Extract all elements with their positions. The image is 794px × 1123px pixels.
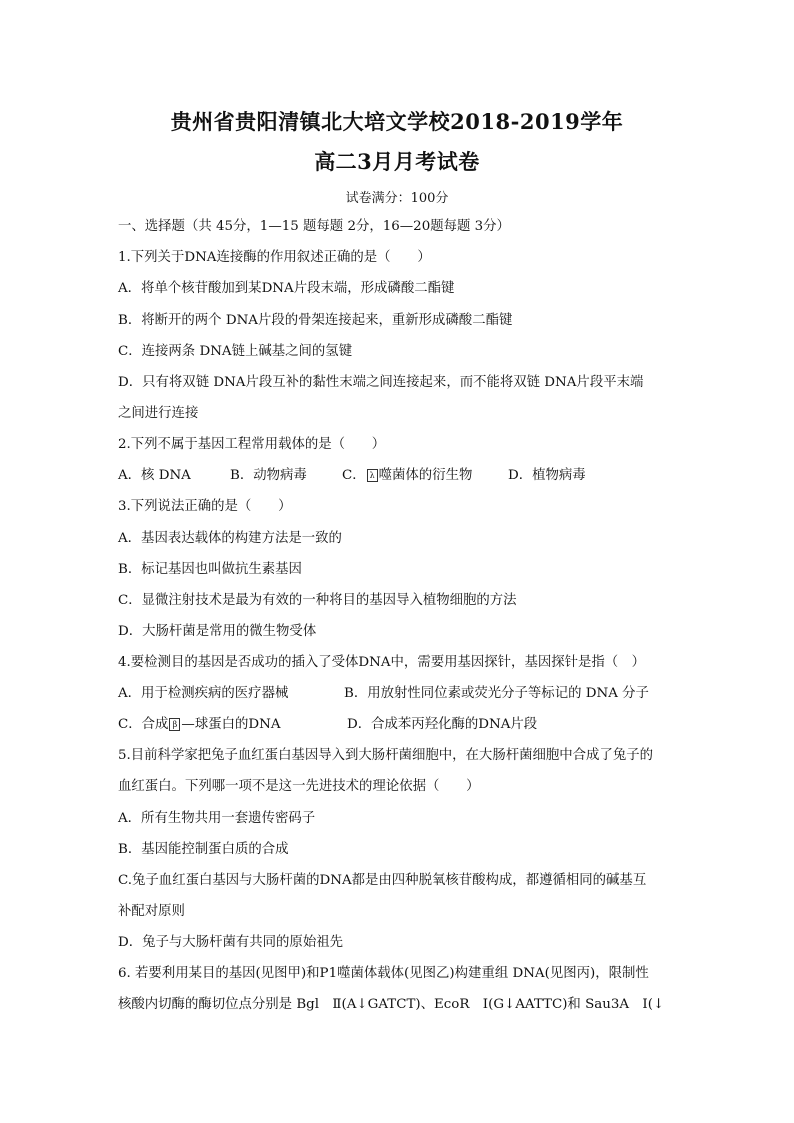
q2-option-c (342, 467, 508, 485)
q1-option-b: B．将断开的两个 DNA片段的骨架连接起来，重新形成磷酸二酯键 (118, 313, 513, 328)
q3-option-c: C．显微注射技术是最为有效的一种将目的基因导入植物细胞的方法 (118, 593, 517, 608)
q4-option-d: D．合成苯丙羟化酶的DNA片段 (347, 717, 538, 732)
q5-option-c-line2: 补配对原则 (118, 904, 185, 919)
q3-option-d: D．大肠杆菌是常用的微生物受体 (118, 624, 317, 639)
q5-option-d: D．兔子与大肠杆菌有共同的原始祖先 (118, 935, 343, 950)
missing-glyph-icon: λ (367, 469, 378, 482)
q5-stem-line2: 血红蛋白。下列哪一项不是这一先进技术的理论依据（ ） (118, 779, 480, 794)
q2-option-d: D．植物病毒 (508, 468, 586, 483)
q5-option-b: B．基因能控制蛋白质的合成 (118, 842, 289, 857)
q1-option-c: C．连接两条 DNA链上碱基之间的氢键 (118, 344, 353, 359)
q3-stem: 3.下列说法正确的是（ ） (118, 499, 292, 514)
section-heading: 一、选择题（共 45分，1—15 题每题 2分，16—20题每题 3分） (118, 219, 510, 234)
q6-stem-line1: 6. 若要利用某目的基因(见图甲)和P1噬菌体载体(见图乙)构建重组 DNA(见图丙)，限制性 (118, 966, 649, 981)
q4-options-row2 (118, 716, 537, 734)
q4-stem: 4.要检测目的基因是否成功的插入了受体DNA中，需要用基因探针，基因探针是指（ ） (118, 655, 645, 670)
q1-option-d-line2: 之间进行连接 (118, 406, 199, 421)
q3-option-a: A．基因表达载体的构建方法是一致的 (118, 531, 342, 546)
q2-option-c-text: 噬菌体的衍生物 (378, 468, 473, 483)
q4-option-a: A．用于检测疾病的医疗器械 (118, 686, 289, 701)
q2-option-b: B．动物病毒 (230, 468, 307, 483)
q1-stem: 1.下列关于DNA连接酶的作用叙述正确的是（ ） (118, 250, 431, 265)
q5-option-c-line1: C.兔子血红蛋白基因与大肠杆菌的DNA都是由四种脱氧核苷酸构成，都遵循相同的碱基互 (118, 873, 647, 888)
q5-stem-line1: 5.目前科学家把兔子血红蛋白基因导入到大肠杆菌细胞中，在大肠杆菌细胞中合成了兔子的 (118, 748, 654, 763)
q2-options (118, 467, 586, 485)
exam-title-line1: 贵州省贵阳清镇北大培文学校2018-2019学年 (170, 109, 624, 134)
q2-option-c-prefix: C． (342, 468, 366, 483)
q6-stem-line2: 核酸内切酶的酶切位点分别是 Bgl Ⅱ(A↓GATCT)、EcoR Ⅰ(G↓AATTC)和 Sau3A Ⅰ(↓ (118, 997, 665, 1012)
q3-option-b: B．标记基因也叫做抗生素基因 (118, 562, 302, 577)
exam-title-line2: 高二3月月考试卷 (314, 149, 480, 174)
q4-option-b: B．用放射性同位素或荧光分子等标记的 DNA 分子 (344, 686, 649, 701)
q2-stem: 2.下列不属于基因工程常用载体的是（ ） (118, 437, 386, 452)
missing-glyph-icon: β (169, 718, 180, 731)
q4-options-row1 (118, 685, 649, 703)
q1-option-a: A．将单个核苷酸加到某DNA片段末端，形成磷酸二酯键 (118, 281, 455, 296)
q4-option-c-prefix: C．合成 (118, 717, 169, 732)
q2-option-a: A．核 DNA (118, 468, 191, 483)
q4-option-c (118, 716, 347, 734)
q4-option-c-text: —球蛋白的DNA (181, 717, 281, 732)
q1-option-d-line1: D．只有将双链 DNA片段互补的黏性末端之间连接起来，而不能将双链 DNA片段平末端 (118, 375, 644, 390)
score-note: 试卷满分：100分 (345, 191, 449, 206)
q5-option-a: A．所有生物共用一套遗传密码子 (118, 811, 316, 826)
